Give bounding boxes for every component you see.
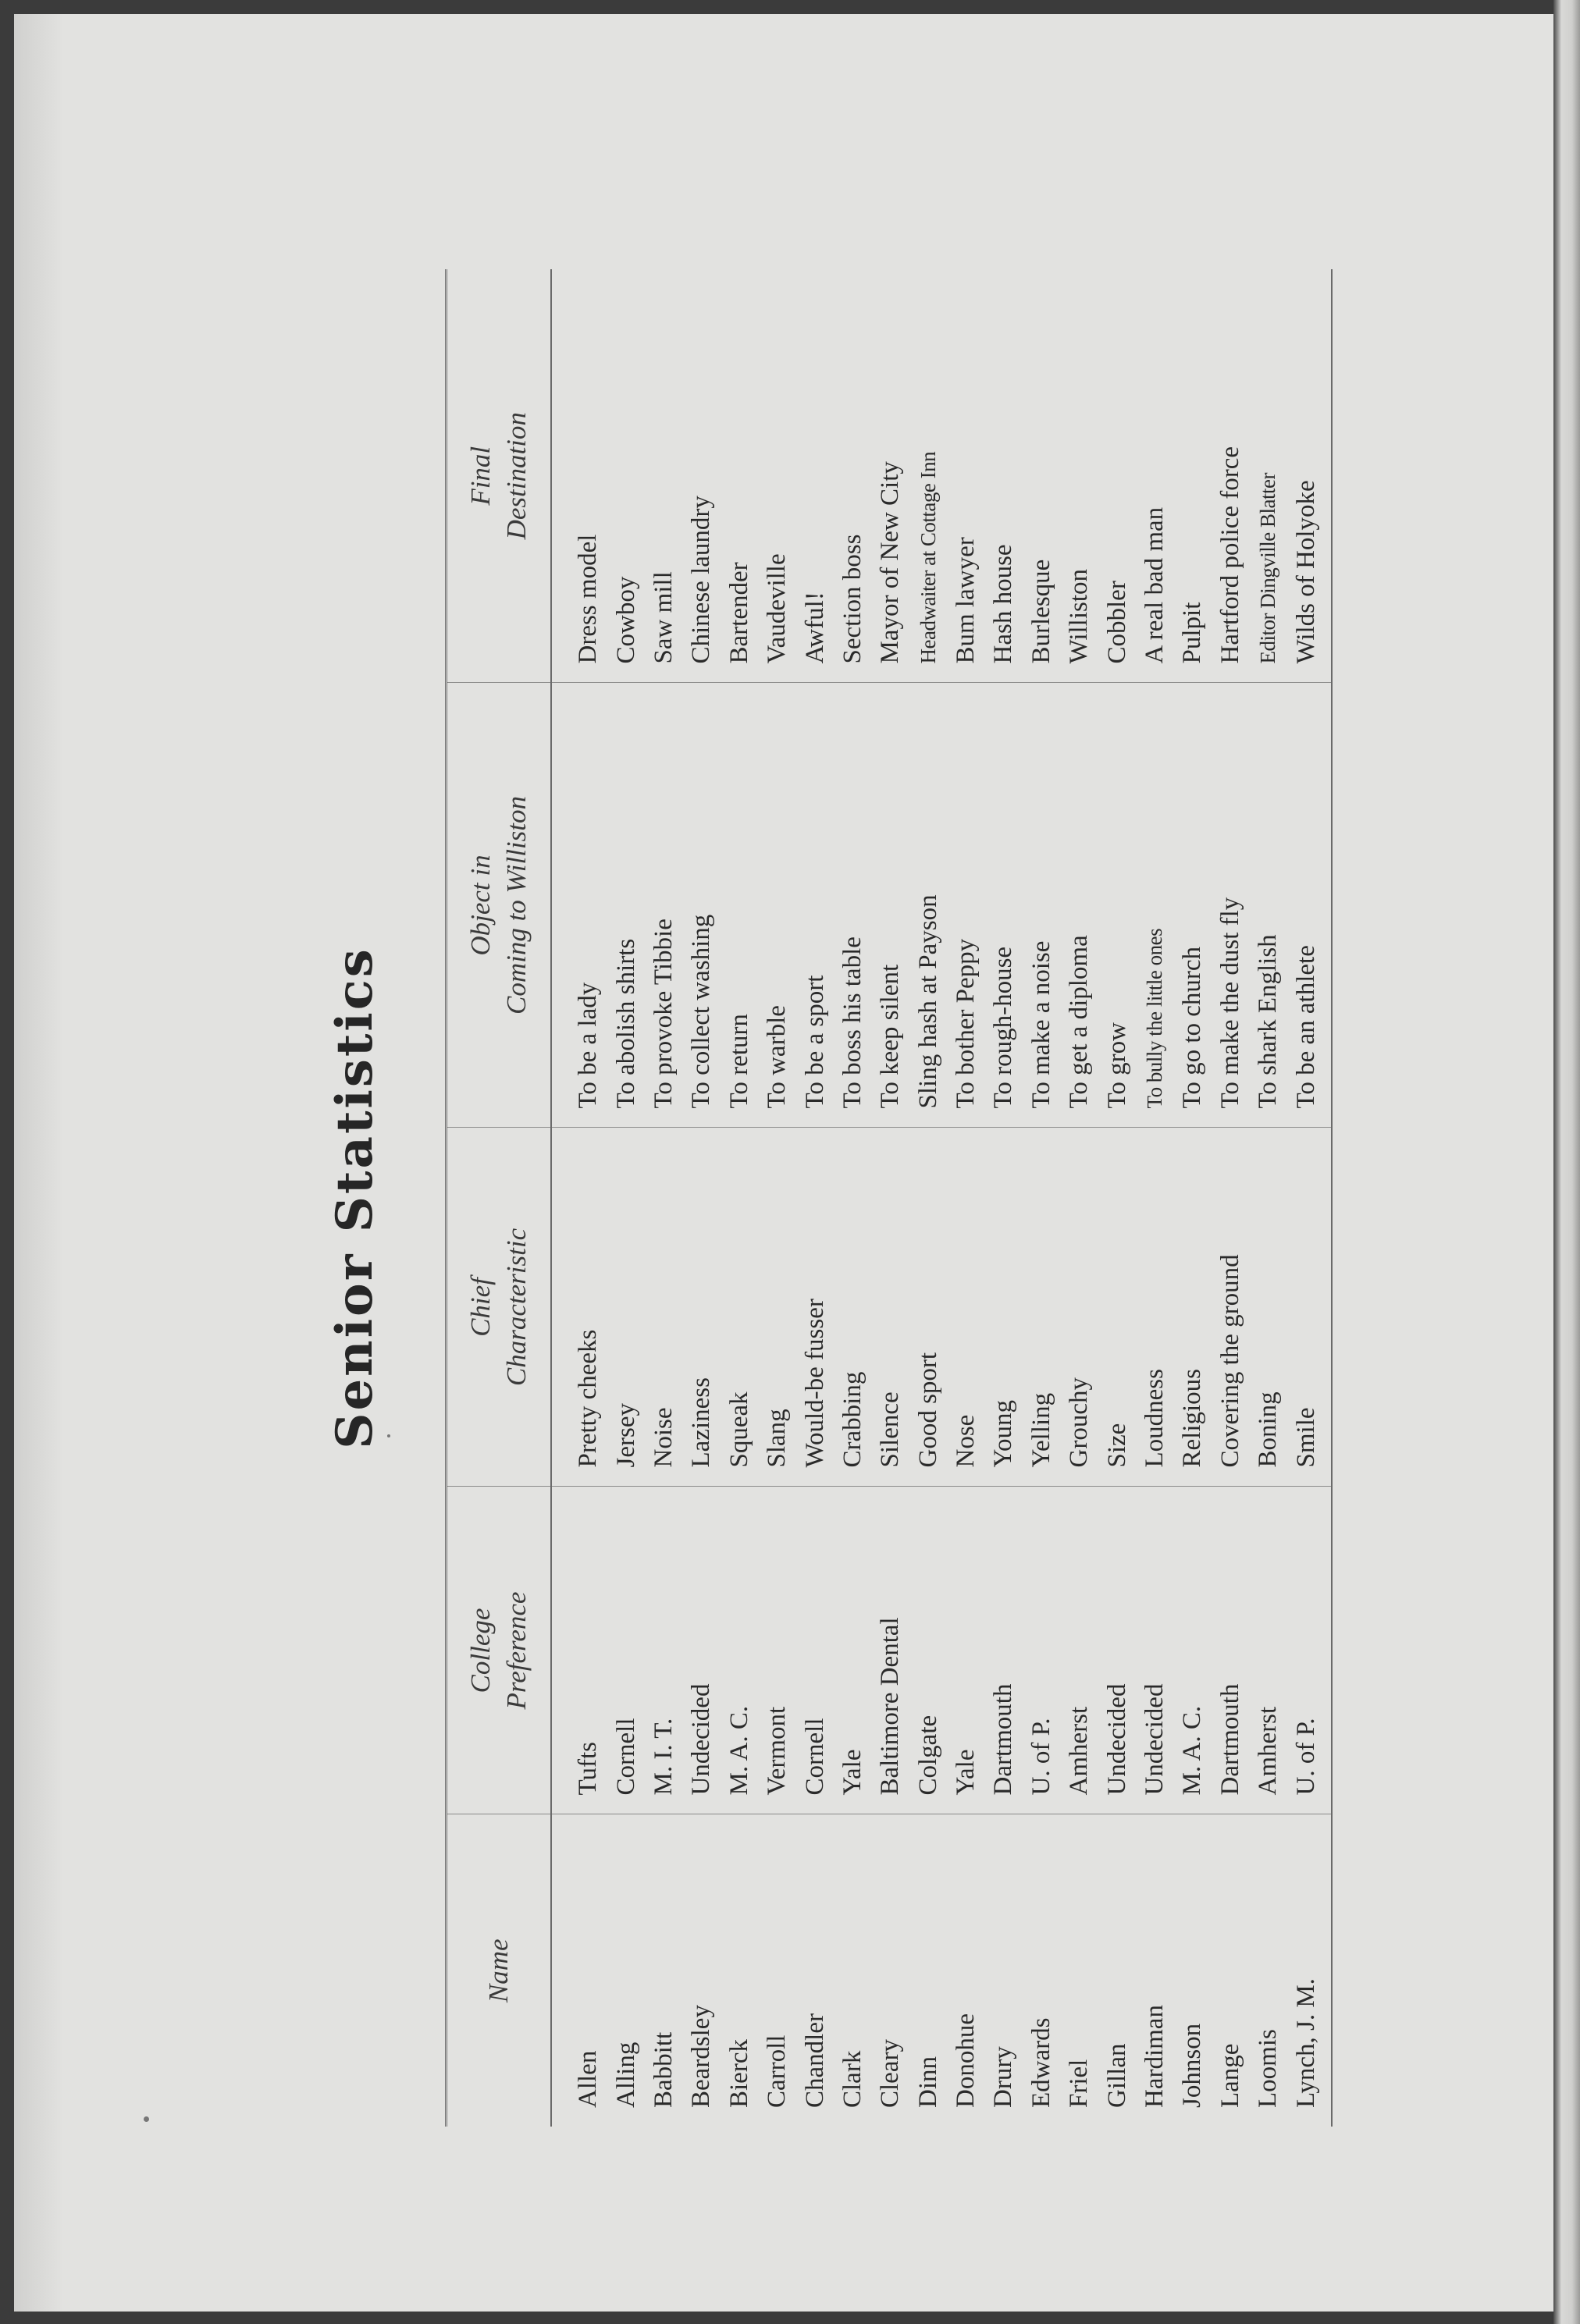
cell-object: To keep silent (871, 683, 909, 1128)
cell-final-destination: Cowboy (607, 269, 644, 683)
cell-final-destination: Bum lawyer (947, 269, 984, 683)
cell-name: Lange (1215, 2043, 1244, 2108)
cell-final-destination: Saw mill (645, 269, 682, 683)
cell-name: Chandler (800, 2013, 829, 2108)
table-header (447, 269, 552, 2127)
cell-object: To go to church (1173, 683, 1211, 1128)
cell-chief-characteristic: Nose (947, 1128, 984, 1487)
cell-name: Allen (574, 2050, 603, 2108)
cell-final-destination: Awful! (795, 269, 833, 683)
header-line: College (465, 1608, 496, 1693)
cell-final-destination: Hash house (984, 269, 1022, 683)
cell-name: Friel (1065, 2059, 1094, 2108)
cell-name: Lynch, J. M. (1286, 1814, 1331, 2127)
table-row (1286, 269, 1331, 2127)
table-row (947, 269, 984, 2127)
table-row (721, 269, 758, 2127)
cell-object: To bully the little ones (1136, 683, 1173, 1128)
cell-college-preference: Colgate (909, 1487, 947, 1814)
cell-chief-characteristic: Grouchy (1060, 1128, 1098, 1487)
table-row (607, 269, 644, 2127)
header-row (447, 269, 552, 2127)
cell-college-preference: Amherst (1249, 1487, 1286, 1814)
cell-final-destination: Burlesque (1023, 269, 1060, 683)
cell-chief-characteristic: Squeak (721, 1128, 758, 1487)
cell-name: Babbitt (649, 2031, 678, 2108)
cell-chief-characteristic: Pretty cheeks (551, 1128, 607, 1487)
header-line: Preference (501, 1591, 532, 1710)
cell-name: Edwards (1027, 2017, 1055, 2108)
cell-final-destination: Dress model (551, 269, 607, 683)
cell-final-destination: Editor Dingville Blatter (1249, 269, 1286, 683)
cell-college-preference: Undecided (1136, 1487, 1173, 1814)
table-row (682, 269, 720, 2127)
cell-chief-characteristic: Young (984, 1128, 1022, 1487)
cell-object: To provoke Tibbie (645, 683, 682, 1128)
cell-final-destination: Chinese laundry (682, 269, 720, 683)
cell-object: To make the dust fly (1212, 683, 1249, 1128)
cell-object: To be an athlete (1286, 683, 1331, 1128)
cell-final-destination: Cobbler (1098, 269, 1135, 683)
cell-final-destination: Hartford police force (1212, 269, 1249, 683)
header-line: Coming to Williston (501, 795, 532, 1015)
cell-name: Dinn (913, 2056, 942, 2108)
cell-chief-characteristic: Laziness (682, 1128, 720, 1487)
cell-chief-characteristic: Size (1098, 1128, 1135, 1487)
header-line: Final (465, 446, 496, 506)
cell-name: Donohue (952, 2013, 980, 2108)
cell-object: To bother Peppy (947, 683, 984, 1128)
cell-name: Clark (838, 2050, 867, 2108)
cell-object: To rough-house (984, 683, 1022, 1128)
cell-chief-characteristic: Good sport (909, 1128, 947, 1487)
rotated-content (312, 269, 1530, 2127)
cell-college-preference: U. of P. (1023, 1487, 1060, 1814)
paper-fleck (144, 2116, 149, 2122)
cell-chief-characteristic: Slang (758, 1128, 795, 1487)
cell-college-preference: M. I. T. (645, 1487, 682, 1814)
page-title: Senior Statistics (326, 947, 384, 1449)
header-line: Chief (465, 1277, 496, 1337)
cell-college-preference: Yale (834, 1487, 871, 1814)
cell-object: To shark English (1249, 683, 1286, 1128)
header-final-destination (447, 269, 552, 683)
cell-college-preference: Undecided (682, 1487, 720, 1814)
cell-college-preference: M. A. C. (1173, 1487, 1211, 1814)
cell-college-preference: Undecided (1098, 1487, 1135, 1814)
cell-object: To get a diploma (1060, 683, 1098, 1128)
cell-final-destination: Pulpit (1173, 269, 1211, 683)
header-line: Destination (501, 412, 532, 540)
table-row (1060, 269, 1098, 2127)
cell-final-destination: Section boss (834, 269, 871, 683)
cell-object: To collect washing (682, 683, 720, 1128)
cell-final-destination: Headwaiter at Cottage Inn (909, 269, 947, 683)
cell-college-preference: Cornell (607, 1487, 644, 1814)
cell-college-preference: Amherst (1060, 1487, 1098, 1814)
cell-name: Johnson (1178, 2023, 1207, 2108)
cell-object: To be a lady (551, 683, 607, 1128)
cell-name: Hardiman (1141, 2005, 1169, 2108)
header-college-preference (447, 1487, 552, 1814)
cell-chief-characteristic: Silence (871, 1128, 909, 1487)
cell-college-preference: M. A. C. (721, 1487, 758, 1814)
cell-object: To return (721, 683, 758, 1128)
cell-college-preference: Dartmouth (984, 1487, 1022, 1814)
table-body (551, 269, 1332, 2127)
cell-college-preference: Tufts (551, 1487, 607, 1814)
table-row (645, 269, 682, 2127)
header-line: Name (483, 1938, 514, 2003)
table-row (795, 269, 833, 2127)
senior-statistics-table (445, 269, 1333, 2127)
cell-name: Bierck (724, 2039, 753, 2108)
table-row (834, 269, 871, 2127)
cell-object: To abolish shirts (607, 683, 644, 1128)
table-row (1249, 269, 1286, 2127)
cell-chief-characteristic: Crabbing (834, 1128, 871, 1487)
cell-object: Sling hash at Payson (909, 683, 947, 1128)
cell-chief-characteristic: Jersey (607, 1128, 644, 1487)
cell-college-preference: U. of P. (1286, 1487, 1331, 1814)
table-row (1023, 269, 1060, 2127)
table-row (1212, 269, 1249, 2127)
cell-object: To be a sport (795, 683, 833, 1128)
cell-college-preference: Vermont (758, 1487, 795, 1814)
page-gutter-shade (14, 14, 64, 2312)
cell-chief-characteristic: Yelling (1023, 1128, 1060, 1487)
cell-name: Cleary (876, 2039, 905, 2108)
table-row (871, 269, 909, 2127)
cell-chief-characteristic: Would-be fusser (795, 1128, 833, 1487)
header-chief-characteristic (447, 1128, 552, 1487)
cell-chief-characteristic: Noise (645, 1128, 682, 1487)
cell-object: To boss his table (834, 683, 871, 1128)
cell-final-destination: Williston (1060, 269, 1098, 683)
cell-chief-characteristic: Loudness (1136, 1128, 1173, 1487)
table-row (758, 269, 795, 2127)
table-row (1136, 269, 1173, 2127)
cell-name: Drury (989, 2046, 1018, 2108)
table-row (1098, 269, 1135, 2127)
header-object (447, 683, 552, 1128)
cell-final-destination: Wilds of Holyoke (1286, 269, 1331, 683)
header-line: Object in (465, 855, 496, 956)
cell-chief-characteristic: Boning (1249, 1128, 1286, 1487)
cell-college-preference: Yale (947, 1487, 984, 1814)
header-line: Characteristic (501, 1228, 532, 1387)
cell-final-destination: Bartender (721, 269, 758, 683)
table-row (551, 269, 607, 2127)
page-edge (1553, 0, 1580, 2324)
table-row (984, 269, 1022, 2127)
cell-object: To warble (758, 683, 795, 1128)
cell-name: Beardsley (687, 2005, 716, 2108)
header-name (447, 1814, 552, 2127)
cell-name: Carroll (763, 2034, 792, 2108)
cell-name: Loomis (1254, 2029, 1283, 2108)
cell-college-preference: Baltimore Dental (871, 1487, 909, 1814)
cell-name: Alling (611, 2041, 640, 2108)
cell-college-preference: Cornell (795, 1487, 833, 1814)
cell-chief-characteristic: Religious (1173, 1128, 1211, 1487)
cell-final-destination: Vaudeville (758, 269, 795, 683)
table-row (1173, 269, 1211, 2127)
cell-object: To make a noise (1023, 683, 1060, 1128)
cell-chief-characteristic: Smile (1286, 1128, 1331, 1487)
cell-college-preference: Dartmouth (1212, 1487, 1249, 1814)
table-row (909, 269, 947, 2127)
cell-final-destination: A real bad man (1136, 269, 1173, 683)
cell-chief-characteristic: Covering the ground (1212, 1128, 1249, 1487)
cell-name: Gillan (1102, 2043, 1131, 2108)
cell-object: To grow (1098, 683, 1135, 1128)
cell-final-destination: Mayor of New City (871, 269, 909, 683)
